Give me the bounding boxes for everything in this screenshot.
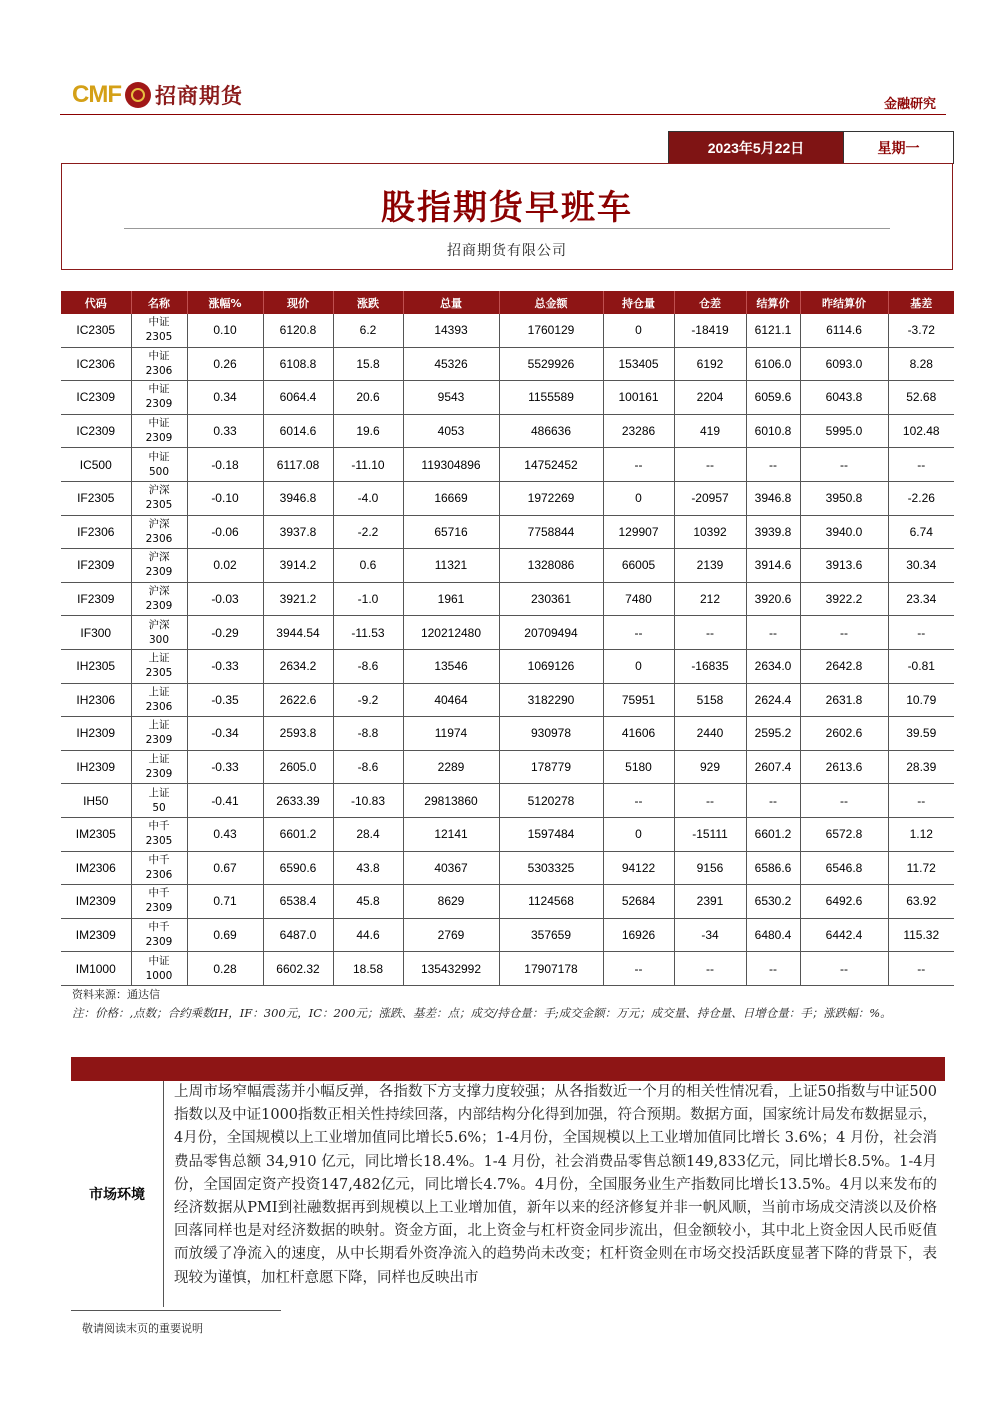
table-cell: 6121.1 <box>746 314 800 347</box>
futures-quote-table <box>61 291 954 986</box>
table-cell: -8.6 <box>333 649 403 683</box>
column-header: 基差 <box>888 291 954 314</box>
table-row <box>61 448 954 482</box>
table-cell: IF2309 <box>61 582 131 616</box>
table-row <box>61 784 954 818</box>
table-cell: 中证 2306 <box>131 347 187 381</box>
table-cell: -2.2 <box>333 515 403 549</box>
table-cell: 6192 <box>674 347 746 381</box>
table-cell: 3946.8 <box>746 481 800 515</box>
table-cell: 0.28 <box>187 952 263 986</box>
table-cell: -0.29 <box>187 616 263 650</box>
table-cell: 65716 <box>403 515 499 549</box>
table-cell: -- <box>800 448 888 482</box>
table-cell: 6538.4 <box>263 885 333 919</box>
table-cell: 2595.2 <box>746 717 800 751</box>
table-cell: -- <box>674 952 746 986</box>
table-cell: -- <box>888 784 954 818</box>
table-row <box>61 750 954 784</box>
table-cell: 119304896 <box>403 448 499 482</box>
table-cell: 6530.2 <box>746 885 800 919</box>
table-cell: 4053 <box>403 414 499 448</box>
table-row <box>61 683 954 717</box>
table-cell: 11.72 <box>888 851 954 885</box>
table-cell: 6114.6 <box>800 314 888 347</box>
table-cell: 2769 <box>403 918 499 952</box>
table-cell: IH2309 <box>61 750 131 784</box>
table-cell: 上证 2305 <box>131 649 187 683</box>
table-cell: -0.81 <box>888 649 954 683</box>
table-cell: -- <box>800 952 888 986</box>
table-cell: 63.92 <box>888 885 954 919</box>
table-cell: 66005 <box>603 549 674 583</box>
table-cell: 16669 <box>403 481 499 515</box>
table-cell: 0.67 <box>187 851 263 885</box>
table-row <box>61 616 954 650</box>
report-title: 股指期货早班车 <box>381 188 633 228</box>
company-name: 招商期货有限公司 <box>447 243 567 259</box>
table-cell: 3939.8 <box>746 515 800 549</box>
table-row <box>61 952 954 986</box>
table-cell: 中千 2309 <box>131 918 187 952</box>
table-cell: 153405 <box>603 347 674 381</box>
table-cell: -- <box>800 616 888 650</box>
table-cell: 0.6 <box>333 549 403 583</box>
table-cell: 0 <box>603 314 674 347</box>
table-cell: -1.0 <box>333 582 403 616</box>
date-bar <box>668 131 954 164</box>
table-cell: 3944.54 <box>263 616 333 650</box>
table-cell: 100161 <box>603 381 674 415</box>
table-cell: 1961 <box>403 582 499 616</box>
table-cell: IM2306 <box>61 851 131 885</box>
table-cell: -15111 <box>674 817 746 851</box>
table-cell: 45.8 <box>333 885 403 919</box>
table-cell: 30.34 <box>888 549 954 583</box>
table-cell: 419 <box>674 414 746 448</box>
table-cell: -- <box>800 784 888 818</box>
column-header: 总金额 <box>499 291 603 314</box>
table-cell: 6014.6 <box>263 414 333 448</box>
table-cell: 2204 <box>674 381 746 415</box>
table-cell: 10392 <box>674 515 746 549</box>
table-cell: 178779 <box>499 750 603 784</box>
table-cell: 6120.8 <box>263 314 333 347</box>
table-cell: IF300 <box>61 616 131 650</box>
table-cell: 1069126 <box>499 649 603 683</box>
table-cell: 0.10 <box>187 314 263 347</box>
table-cell: -11.10 <box>333 448 403 482</box>
table-cell: 上证 2309 <box>131 750 187 784</box>
table-cell: 129907 <box>603 515 674 549</box>
table-cell: -0.06 <box>187 515 263 549</box>
table-cell: 1760129 <box>499 314 603 347</box>
table-cell: 6064.4 <box>263 381 333 415</box>
table-row <box>61 481 954 515</box>
table-cell: 3922.2 <box>800 582 888 616</box>
table-cell: -0.33 <box>187 750 263 784</box>
table-cell: 2631.8 <box>800 683 888 717</box>
table-cell: 6442.4 <box>800 918 888 952</box>
table-cell: 0.71 <box>187 885 263 919</box>
table-row <box>61 414 954 448</box>
table-cell: 230361 <box>499 582 603 616</box>
table-cell: 52684 <box>603 885 674 919</box>
table-cell: -9.2 <box>333 683 403 717</box>
table-cell: -- <box>674 616 746 650</box>
table-cell: 0.33 <box>187 414 263 448</box>
table-cell: 41606 <box>603 717 674 751</box>
table-cell: 0.02 <box>187 549 263 583</box>
table-cell: 1.12 <box>888 817 954 851</box>
table-row <box>61 918 954 952</box>
title-panel <box>61 163 953 270</box>
table-cell: IH2305 <box>61 649 131 683</box>
table-cell: IM2305 <box>61 817 131 851</box>
table-cell: 6010.8 <box>746 414 800 448</box>
table-cell: 1597484 <box>499 817 603 851</box>
column-header: 总量 <box>403 291 499 314</box>
table-cell: 6601.2 <box>746 817 800 851</box>
report-weekday: 星期一 <box>844 131 954 164</box>
table-cell: 929 <box>674 750 746 784</box>
table-cell: 1972269 <box>499 481 603 515</box>
table-cell: 94122 <box>603 851 674 885</box>
table-cell: 29813860 <box>403 784 499 818</box>
table-cell: 17907178 <box>499 952 603 986</box>
column-header: 仓差 <box>674 291 746 314</box>
table-cell: 2642.8 <box>800 649 888 683</box>
table-cell: 中证 2305 <box>131 314 187 347</box>
table-cell: -- <box>603 952 674 986</box>
market-environment-label: 市场环境 <box>71 1081 164 1307</box>
column-header: 持仓量 <box>603 291 674 314</box>
table-cell: 沪深 300 <box>131 616 187 650</box>
table-cell: -8.8 <box>333 717 403 751</box>
table-cell: 6043.8 <box>800 381 888 415</box>
table-cell: 7758844 <box>499 515 603 549</box>
table-note: 注：价格：,点数；合约乘数IH，IF：300元，IC：200元；涨跌、基差：点；成交/持仓量：手;成交金额：万元；成交量、持仓量、日增仓量：手；涨跌幅：%。 <box>72 1006 892 1020</box>
table-cell: IH2309 <box>61 717 131 751</box>
table-row <box>61 381 954 415</box>
table-cell: 6546.8 <box>800 851 888 885</box>
market-environment-section <box>71 1081 945 1307</box>
table-cell: IM2309 <box>61 918 131 952</box>
table-cell: 120212480 <box>403 616 499 650</box>
table-cell: -10.83 <box>333 784 403 818</box>
table-cell: 9543 <box>403 381 499 415</box>
table-cell: 3940.0 <box>800 515 888 549</box>
table-cell: 19.6 <box>333 414 403 448</box>
table-cell: 上证 2306 <box>131 683 187 717</box>
table-cell: 5120278 <box>499 784 603 818</box>
table-row <box>61 649 954 683</box>
table-cell: 6590.6 <box>263 851 333 885</box>
column-header: 代码 <box>61 291 131 314</box>
table-cell: 3182290 <box>499 683 603 717</box>
table-cell: 0 <box>603 481 674 515</box>
table-cell: -- <box>888 448 954 482</box>
table-cell: 20.6 <box>333 381 403 415</box>
table-row <box>61 515 954 549</box>
logo-company-name: 招商期货 <box>154 84 243 108</box>
table-cell: 6572.8 <box>800 817 888 851</box>
table-cell: 2391 <box>674 885 746 919</box>
table-cell: -- <box>603 448 674 482</box>
table-header-row <box>61 291 954 314</box>
data-source: 资料来源：通达信 <box>72 988 160 1001</box>
table-cell: 中千 2309 <box>131 885 187 919</box>
table-cell: 0.69 <box>187 918 263 952</box>
table-cell: 中证 2309 <box>131 414 187 448</box>
table-cell: 45326 <box>403 347 499 381</box>
column-header: 名称 <box>131 291 187 314</box>
table-cell: -11.53 <box>333 616 403 650</box>
title-divider <box>124 228 890 229</box>
table-cell: 6.74 <box>888 515 954 549</box>
table-cell: 16926 <box>603 918 674 952</box>
table-cell: 3920.6 <box>746 582 800 616</box>
table-cell: 0.26 <box>187 347 263 381</box>
table-cell: 2634.2 <box>263 649 333 683</box>
table-cell: 沪深 2309 <box>131 582 187 616</box>
table-cell: 2622.6 <box>263 683 333 717</box>
table-cell: -0.35 <box>187 683 263 717</box>
table-cell: -3.72 <box>888 314 954 347</box>
table-cell: 1328086 <box>499 549 603 583</box>
column-header: 现价 <box>263 291 333 314</box>
table-cell: 6117.08 <box>263 448 333 482</box>
table-cell: 75951 <box>603 683 674 717</box>
table-cell: -- <box>603 616 674 650</box>
table-cell: 6106.0 <box>746 347 800 381</box>
footer-note: 敬请阅读末页的重要说明 <box>82 1322 203 1335</box>
table-cell: 中千 2305 <box>131 817 187 851</box>
table-cell: 2613.6 <box>800 750 888 784</box>
table-cell: 6480.4 <box>746 918 800 952</box>
table-cell: -8.6 <box>333 750 403 784</box>
table-cell: 2605.0 <box>263 750 333 784</box>
table-cell: 7480 <box>603 582 674 616</box>
report-date: 2023年5月22日 <box>668 131 844 164</box>
company-logo <box>72 80 243 110</box>
logo-emblem-icon <box>125 82 151 108</box>
table-cell: IH2306 <box>61 683 131 717</box>
table-cell: 上证 50 <box>131 784 187 818</box>
table-cell: 上证 2309 <box>131 717 187 751</box>
table-cell: 9156 <box>674 851 746 885</box>
table-cell: 6602.32 <box>263 952 333 986</box>
logo-text: CMF <box>72 81 121 108</box>
table-cell: -0.10 <box>187 481 263 515</box>
table-cell: 44.6 <box>333 918 403 952</box>
table-cell: 10.79 <box>888 683 954 717</box>
table-cell: 28.4 <box>333 817 403 851</box>
table-cell: -- <box>674 448 746 482</box>
table-cell: 2593.8 <box>263 717 333 751</box>
table-cell: 2624.4 <box>746 683 800 717</box>
table-cell: 13546 <box>403 649 499 683</box>
table-body <box>61 314 954 985</box>
table-row <box>61 851 954 885</box>
table-cell: IC2309 <box>61 381 131 415</box>
table-cell: 中证 1000 <box>131 952 187 986</box>
table-cell: -- <box>888 616 954 650</box>
table-cell: 3946.8 <box>263 481 333 515</box>
table-cell: 中证 500 <box>131 448 187 482</box>
table-row <box>61 549 954 583</box>
table-cell: -4.0 <box>333 481 403 515</box>
table-cell: -20957 <box>674 481 746 515</box>
column-header: 昨结算价 <box>800 291 888 314</box>
table-cell: 12141 <box>403 817 499 851</box>
table-cell: 5180 <box>603 750 674 784</box>
table-cell: 14752452 <box>499 448 603 482</box>
column-header: 涨跌 <box>333 291 403 314</box>
table-cell: 2607.4 <box>746 750 800 784</box>
table-cell: 0.43 <box>187 817 263 851</box>
table-cell: -0.18 <box>187 448 263 482</box>
table-cell: 14393 <box>403 314 499 347</box>
table-row <box>61 717 954 751</box>
table-cell: -- <box>888 952 954 986</box>
table-cell: 39.59 <box>888 717 954 751</box>
table-cell: 2289 <box>403 750 499 784</box>
table-row <box>61 314 954 347</box>
table-cell: -- <box>746 952 800 986</box>
table-cell: 0.34 <box>187 381 263 415</box>
table-cell: IF2305 <box>61 481 131 515</box>
table-cell: 20709494 <box>499 616 603 650</box>
table-cell: 中千 2306 <box>131 851 187 885</box>
table-cell: 6586.6 <box>746 851 800 885</box>
table-cell: 沪深 2305 <box>131 481 187 515</box>
table-cell: 3950.8 <box>800 481 888 515</box>
table-cell: 2440 <box>674 717 746 751</box>
table-cell: -- <box>746 616 800 650</box>
table-cell: 5529926 <box>499 347 603 381</box>
table-cell: 5995.0 <box>800 414 888 448</box>
table-row <box>61 885 954 919</box>
table-cell: IF2309 <box>61 549 131 583</box>
table-cell: 0 <box>603 649 674 683</box>
table-cell: IM2309 <box>61 885 131 919</box>
table-cell: 15.8 <box>333 347 403 381</box>
table-cell: -- <box>746 448 800 482</box>
department-label: 金融研究 <box>883 97 936 112</box>
table-cell: 3921.2 <box>263 582 333 616</box>
table-cell: -2.26 <box>888 481 954 515</box>
table-cell: IC500 <box>61 448 131 482</box>
table-cell: 3914.2 <box>263 549 333 583</box>
table-cell: 6059.6 <box>746 381 800 415</box>
table-cell: 1155589 <box>499 381 603 415</box>
table-cell: 2634.0 <box>746 649 800 683</box>
table-cell: 28.39 <box>888 750 954 784</box>
table-cell: 18.58 <box>333 952 403 986</box>
table-cell: 6487.0 <box>263 918 333 952</box>
table-cell: 0 <box>603 817 674 851</box>
table-cell: 52.68 <box>888 381 954 415</box>
table-row <box>61 347 954 381</box>
table-cell: 43.8 <box>333 851 403 885</box>
table-cell: 135432992 <box>403 952 499 986</box>
table-cell: 沪深 2309 <box>131 549 187 583</box>
table-cell: 486636 <box>499 414 603 448</box>
market-environment-text: 上周市场窄幅震荡并小幅反弹，各指数下方支撑力度较强；从各指数近一个月的相关性情况看，上证50指数与中证500指数以及中证1000指数正相关性持续回落，内部结构分化得到加强，符合预期。数据方面，国家统计局发布数据显示，4月份，全国规模以上工业增加值同比增长5.6%；1-4月份，全国规模以上工业增加值同比增长 3.6%；4 月份，社会消费品零售总额 34,910 亿元，同比增长18.4%。1-4 月份，社会消费品零售总额149,833亿元，同比增长8.5%。1-4月份，全国固定资产投资147,482亿元，同比增长4.7%。4月份，全国服务业生产指数同比增长13.5%。4月以来发布的经济数据从PMI到社融数据再到规模以上工业增加值，新年以来的经济修复并非一帆风顺，当前市场成交清淡以及价格回落同样也是对经济数据的映射。资金方面，北上资金与杠杆资金同步流出，但金额较小，其中北上资金因人民币贬值而放缓了净流入的速度，从中长期看外资净流入的趋势尚未改变；杠杆资金则在市场交投活跃度显著下降的背景下，表现较为谨慎，加杠杆意愿下降，同样也反映出市 <box>174 1084 937 1286</box>
table-cell: 102.48 <box>888 414 954 448</box>
table-cell: 40367 <box>403 851 499 885</box>
table-cell: 212 <box>674 582 746 616</box>
table-cell: 11974 <box>403 717 499 751</box>
table-cell: 6492.6 <box>800 885 888 919</box>
table-cell: IH50 <box>61 784 131 818</box>
table-cell: 2602.6 <box>800 717 888 751</box>
table-cell: -- <box>603 784 674 818</box>
section-band <box>71 1057 945 1081</box>
header-divider <box>60 114 946 115</box>
table-cell: 23286 <box>603 414 674 448</box>
table-cell: 115.32 <box>888 918 954 952</box>
table-cell: IM1000 <box>61 952 131 986</box>
table-cell: 沪深 2306 <box>131 515 187 549</box>
table-cell: 930978 <box>499 717 603 751</box>
column-header: 涨幅% <box>187 291 263 314</box>
table-cell: 中证 2309 <box>131 381 187 415</box>
table-cell: -- <box>674 784 746 818</box>
table-cell: 1124568 <box>499 885 603 919</box>
table-cell: 357659 <box>499 918 603 952</box>
table-cell: -0.33 <box>187 649 263 683</box>
table-cell: -0.34 <box>187 717 263 751</box>
table-cell: -0.03 <box>187 582 263 616</box>
table-cell: -16835 <box>674 649 746 683</box>
table-cell: 6601.2 <box>263 817 333 851</box>
table-cell: 6108.8 <box>263 347 333 381</box>
table-cell: IC2309 <box>61 414 131 448</box>
table-cell: -0.41 <box>187 784 263 818</box>
table-cell: IC2306 <box>61 347 131 381</box>
table-cell: IC2305 <box>61 314 131 347</box>
table-cell: 6093.0 <box>800 347 888 381</box>
table-cell: 2139 <box>674 549 746 583</box>
column-header: 结算价 <box>746 291 800 314</box>
table-cell: 5303325 <box>499 851 603 885</box>
table-cell: 3914.6 <box>746 549 800 583</box>
table-cell: 40464 <box>403 683 499 717</box>
table-cell: IF2306 <box>61 515 131 549</box>
table-cell: -- <box>746 784 800 818</box>
table-cell: 8629 <box>403 885 499 919</box>
table-cell: 3937.8 <box>263 515 333 549</box>
table-cell: -18419 <box>674 314 746 347</box>
table-cell: 8.28 <box>888 347 954 381</box>
table-cell: 5158 <box>674 683 746 717</box>
table-row <box>61 817 954 851</box>
table-cell: 23.34 <box>888 582 954 616</box>
table-cell: 6.2 <box>333 314 403 347</box>
table-cell: 11321 <box>403 549 499 583</box>
table-cell: 2633.39 <box>263 784 333 818</box>
footer-divider <box>71 1310 281 1311</box>
table-row <box>61 582 954 616</box>
table-cell: -34 <box>674 918 746 952</box>
table-cell: 3913.6 <box>800 549 888 583</box>
